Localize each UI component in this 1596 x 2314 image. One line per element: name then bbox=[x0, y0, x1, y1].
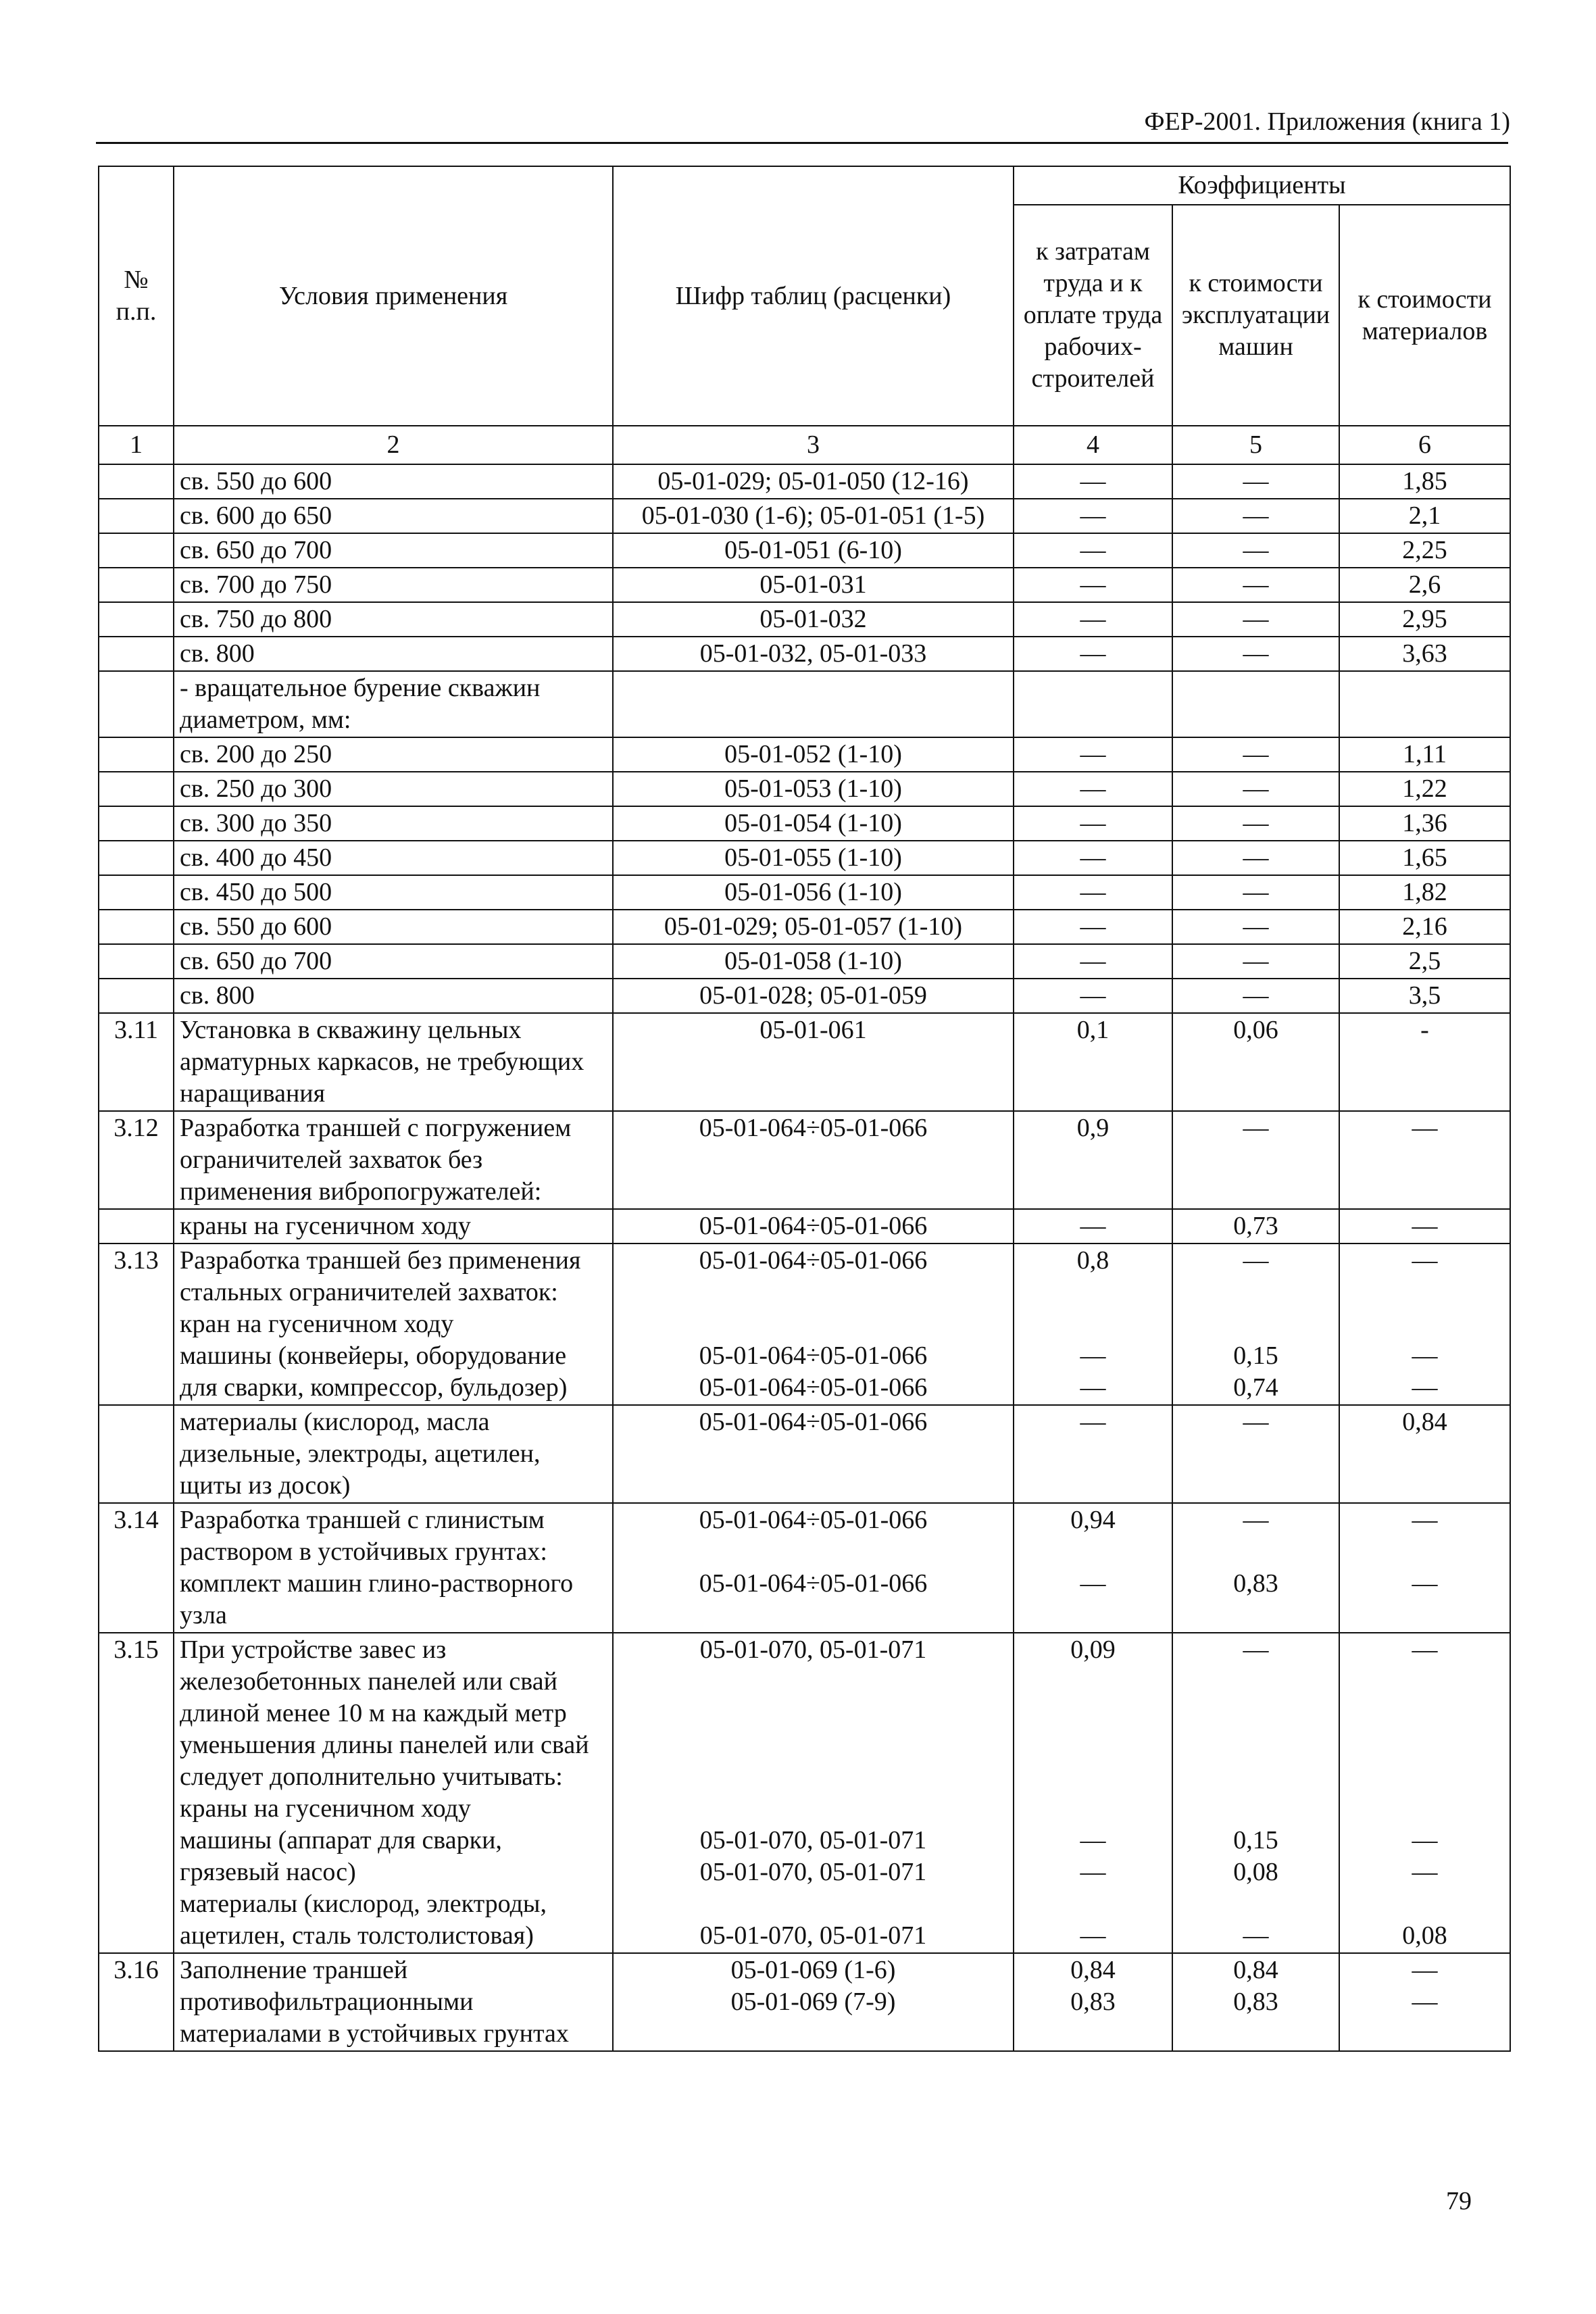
row-materials-coef: 0,84 bbox=[1339, 1405, 1510, 1503]
table-row bbox=[99, 464, 1510, 499]
row-materials-coef: 2,1 bbox=[1339, 499, 1510, 533]
row-machines-coef: — bbox=[1172, 979, 1339, 1013]
row-materials-coef: 3,5 bbox=[1339, 979, 1510, 1013]
row-machines-coef: 0,84 0,83 bbox=[1172, 1953, 1339, 2051]
row-machines-coef: — 0,15 0,74 bbox=[1172, 1244, 1339, 1405]
row-machines-coef: — bbox=[1172, 772, 1339, 806]
row-number bbox=[99, 1209, 174, 1244]
table-row bbox=[99, 1013, 1510, 1111]
row-number bbox=[99, 772, 174, 806]
row-code: 05-01-029; 05-01-057 (1-10) bbox=[613, 910, 1014, 944]
table-row bbox=[99, 1209, 1510, 1244]
row-conditions: Разработка траншей с погружением ограничителей захваток без применения вибропогружателей: bbox=[174, 1111, 613, 1209]
row-labor-coef: 0,09 — — — bbox=[1014, 1633, 1172, 1953]
row-code bbox=[613, 671, 1014, 737]
row-number: 3.16 bbox=[99, 1953, 174, 2051]
row-labor-coef: — bbox=[1014, 464, 1172, 499]
row-labor-coef: — bbox=[1014, 1209, 1172, 1244]
row-conditions: св. 200 до 250 bbox=[174, 737, 613, 772]
row-machines-coef: — bbox=[1172, 499, 1339, 533]
row-conditions: св. 550 до 600 bbox=[174, 464, 613, 499]
table-row bbox=[99, 1244, 1510, 1405]
row-number bbox=[99, 910, 174, 944]
row-conditions: св. 800 bbox=[174, 979, 613, 1013]
row-labor-coef: 0,8 — — bbox=[1014, 1244, 1172, 1405]
row-code: 05-01-064÷05-01-066 bbox=[613, 1405, 1014, 1503]
row-materials-coef: 2,6 bbox=[1339, 568, 1510, 602]
row-machines-coef: — bbox=[1172, 841, 1339, 875]
row-labor-coef: — bbox=[1014, 1405, 1172, 1503]
row-code: 05-01-032 bbox=[613, 602, 1014, 637]
header-conditions: Условия применения bbox=[174, 166, 613, 426]
row-materials-coef: — — bbox=[1339, 1953, 1510, 2051]
page-number: 79 bbox=[1446, 2187, 1472, 2215]
row-number: 3.12 bbox=[99, 1111, 174, 1209]
row-labor-coef: — bbox=[1014, 533, 1172, 568]
row-machines-coef: 0,06 bbox=[1172, 1013, 1339, 1111]
row-code: 05-01-030 (1-6); 05-01-051 (1-5) bbox=[613, 499, 1014, 533]
row-conditions: Установка в скважину цельных арматурных каркасов, не требующих наращивания bbox=[174, 1013, 613, 1111]
table-row bbox=[99, 602, 1510, 637]
row-labor-coef: 0,1 bbox=[1014, 1013, 1172, 1111]
row-number bbox=[99, 979, 174, 1013]
row-materials-coef: 1,85 bbox=[1339, 464, 1510, 499]
row-conditions: Разработка траншей без применения стальных ограничителей захваток: кран на гусеничном ходу машины (конвейеры, оборудование для сварки, компрессор, бульдозер) bbox=[174, 1244, 613, 1405]
row-labor-coef: — bbox=[1014, 979, 1172, 1013]
row-conditions: Разработка траншей с глинистым раствором в устойчивых грунтах: комплект машин глино-растворного узла bbox=[174, 1503, 613, 1633]
table-row bbox=[99, 944, 1510, 979]
column-number: 3 bbox=[613, 426, 1014, 464]
row-labor-coef: — bbox=[1014, 772, 1172, 806]
row-conditions: краны на гусеничном ходу bbox=[174, 1209, 613, 1244]
column-number: 6 bbox=[1339, 426, 1510, 464]
column-number: 2 bbox=[174, 426, 613, 464]
table-row bbox=[99, 533, 1510, 568]
row-code: 05-01-052 (1-10) bbox=[613, 737, 1014, 772]
row-code: 05-01-028; 05-01-059 bbox=[613, 979, 1014, 1013]
row-labor-coef: 0,94 — bbox=[1014, 1503, 1172, 1633]
row-machines-coef: — 0,15 0,08 — bbox=[1172, 1633, 1339, 1953]
row-conditions: св. 550 до 600 bbox=[174, 910, 613, 944]
row-code: 05-01-056 (1-10) bbox=[613, 875, 1014, 910]
row-machines-coef: — 0,83 bbox=[1172, 1503, 1339, 1633]
row-materials-coef: — bbox=[1339, 1209, 1510, 1244]
header-materials: к стоимости материалов bbox=[1339, 205, 1510, 426]
row-machines-coef bbox=[1172, 671, 1339, 737]
row-number bbox=[99, 533, 174, 568]
table-row bbox=[99, 910, 1510, 944]
row-number: 3.15 bbox=[99, 1633, 174, 1953]
row-materials-coef: 1,11 bbox=[1339, 737, 1510, 772]
table-row bbox=[99, 1111, 1510, 1209]
row-labor-coef: — bbox=[1014, 737, 1172, 772]
row-conditions: св. 250 до 300 bbox=[174, 772, 613, 806]
row-conditions: св. 400 до 450 bbox=[174, 841, 613, 875]
row-number bbox=[99, 464, 174, 499]
row-machines-coef: — bbox=[1172, 875, 1339, 910]
row-code: 05-01-051 (6-10) bbox=[613, 533, 1014, 568]
page-header: ФЕР-2001. Приложения (книга 1) bbox=[1144, 107, 1510, 136]
row-code: 05-01-055 (1-10) bbox=[613, 841, 1014, 875]
row-machines-coef: — bbox=[1172, 464, 1339, 499]
row-number: 3.14 bbox=[99, 1503, 174, 1633]
row-labor-coef: 0,9 bbox=[1014, 1111, 1172, 1209]
header-rule bbox=[96, 142, 1508, 144]
row-machines-coef: — bbox=[1172, 910, 1339, 944]
row-materials-coef: — — — 0,08 bbox=[1339, 1633, 1510, 1953]
row-materials-coef: — — bbox=[1339, 1503, 1510, 1633]
row-conditions: св. 700 до 750 bbox=[174, 568, 613, 602]
row-materials-coef: 1,22 bbox=[1339, 772, 1510, 806]
row-number bbox=[99, 737, 174, 772]
row-materials-coef: — — — bbox=[1339, 1244, 1510, 1405]
row-machines-coef: — bbox=[1172, 1405, 1339, 1503]
table-row bbox=[99, 1503, 1510, 1633]
row-materials-coef: 2,25 bbox=[1339, 533, 1510, 568]
row-number: 3.13 bbox=[99, 1244, 174, 1405]
row-labor-coef: — bbox=[1014, 568, 1172, 602]
row-code: 05-01-064÷05-01-066 bbox=[613, 1209, 1014, 1244]
row-number bbox=[99, 499, 174, 533]
row-labor-coef: — bbox=[1014, 806, 1172, 841]
header-number: № п.п. bbox=[99, 166, 174, 426]
table-row bbox=[99, 979, 1510, 1013]
row-code: 05-01-064÷05-01-066 05-01-064÷05-01-066 05-01-064÷05-01-066 bbox=[613, 1244, 1014, 1405]
row-conditions: - вращательное бурение скважин диаметром, мм: bbox=[174, 671, 613, 737]
row-labor-coef: — bbox=[1014, 875, 1172, 910]
row-machines-coef: — bbox=[1172, 944, 1339, 979]
row-code: 05-01-054 (1-10) bbox=[613, 806, 1014, 841]
row-machines-coef: — bbox=[1172, 737, 1339, 772]
row-machines-coef: — bbox=[1172, 637, 1339, 671]
row-conditions: св. 450 до 500 bbox=[174, 875, 613, 910]
row-code: 05-01-064÷05-01-066 bbox=[613, 1111, 1014, 1209]
row-materials-coef: 2,95 bbox=[1339, 602, 1510, 637]
row-labor-coef: — bbox=[1014, 841, 1172, 875]
header-machines: к стоимости эксплуатации машин bbox=[1172, 205, 1339, 426]
row-labor-coef: — bbox=[1014, 637, 1172, 671]
row-number bbox=[99, 637, 174, 671]
row-number bbox=[99, 944, 174, 979]
table-row bbox=[99, 568, 1510, 602]
row-materials-coef: 3,63 bbox=[1339, 637, 1510, 671]
table-row bbox=[99, 737, 1510, 772]
row-conditions: При устройстве завес из железобетонных панелей или свай длиной менее 10 м на каждый метр уменьшения длины панелей или свай следует дополнительно учитывать: краны на гусеничном ходу машины (аппарат для сварки, грязевый насос) материалы (кислород, электроды, ацетилен, сталь толстолистовая) bbox=[174, 1633, 613, 1953]
column-number: 5 bbox=[1172, 426, 1339, 464]
row-number bbox=[99, 602, 174, 637]
row-number bbox=[99, 568, 174, 602]
row-labor-coef bbox=[1014, 671, 1172, 737]
row-code: 05-01-070, 05-01-071 05-01-070, 05-01-071 05-01-070, 05-01-071 05-01-070, 05-01-071 bbox=[613, 1633, 1014, 1953]
table-row bbox=[99, 841, 1510, 875]
table-row bbox=[99, 499, 1510, 533]
row-materials-coef: 1,65 bbox=[1339, 841, 1510, 875]
row-number bbox=[99, 806, 174, 841]
row-code: 05-01-061 bbox=[613, 1013, 1014, 1111]
row-materials-coef: 1,82 bbox=[1339, 875, 1510, 910]
row-number bbox=[99, 671, 174, 737]
row-machines-coef: — bbox=[1172, 568, 1339, 602]
row-code: 05-01-032, 05-01-033 bbox=[613, 637, 1014, 671]
row-conditions: св. 600 до 650 bbox=[174, 499, 613, 533]
row-labor-coef: — bbox=[1014, 602, 1172, 637]
row-number bbox=[99, 841, 174, 875]
row-code: 05-01-031 bbox=[613, 568, 1014, 602]
row-materials-coef: 2,5 bbox=[1339, 944, 1510, 979]
row-conditions: материалы (кислород, масла дизельные, электроды, ацетилен, щиты из досок) bbox=[174, 1405, 613, 1503]
row-materials-coef: 2,16 bbox=[1339, 910, 1510, 944]
row-conditions: св. 300 до 350 bbox=[174, 806, 613, 841]
header-code: Шифр таблиц (расценки) bbox=[613, 166, 1014, 426]
row-labor-coef: 0,84 0,83 bbox=[1014, 1953, 1172, 2051]
row-materials-coef: - bbox=[1339, 1013, 1510, 1111]
row-number bbox=[99, 1405, 174, 1503]
row-machines-coef: 0,73 bbox=[1172, 1209, 1339, 1244]
column-number: 4 bbox=[1014, 426, 1172, 464]
header-labor: к затратам труда и к оплате труда рабочих-строителей bbox=[1014, 205, 1172, 426]
table-row bbox=[99, 772, 1510, 806]
row-conditions: Заполнение траншей противофильтрационными материалами в устойчивых грунтах bbox=[174, 1953, 613, 2051]
row-labor-coef: — bbox=[1014, 944, 1172, 979]
row-materials-coef: 1,36 bbox=[1339, 806, 1510, 841]
row-materials-coef: — bbox=[1339, 1111, 1510, 1209]
row-conditions: св. 750 до 800 bbox=[174, 602, 613, 637]
row-conditions: св. 650 до 700 bbox=[174, 944, 613, 979]
row-conditions: св. 650 до 700 bbox=[174, 533, 613, 568]
row-labor-coef: — bbox=[1014, 499, 1172, 533]
row-code: 05-01-064÷05-01-066 05-01-064÷05-01-066 bbox=[613, 1503, 1014, 1633]
row-code: 05-01-053 (1-10) bbox=[613, 772, 1014, 806]
header-coefficients: Коэффициенты bbox=[1014, 166, 1510, 205]
table-row bbox=[99, 1405, 1510, 1503]
row-code: 05-01-029; 05-01-050 (12-16) bbox=[613, 464, 1014, 499]
table-row bbox=[99, 1633, 1510, 1953]
table-row bbox=[99, 671, 1510, 737]
row-labor-coef: — bbox=[1014, 910, 1172, 944]
row-number: 3.11 bbox=[99, 1013, 174, 1111]
table-row bbox=[99, 637, 1510, 671]
column-number: 1 bbox=[99, 426, 174, 464]
row-code: 05-01-069 (1-6) 05-01-069 (7-9) bbox=[613, 1953, 1014, 2051]
table-row bbox=[99, 1953, 1510, 2051]
row-materials-coef bbox=[1339, 671, 1510, 737]
row-machines-coef: — bbox=[1172, 806, 1339, 841]
row-code: 05-01-058 (1-10) bbox=[613, 944, 1014, 979]
coefficients-table bbox=[98, 166, 1511, 2052]
row-conditions: св. 800 bbox=[174, 637, 613, 671]
row-machines-coef: — bbox=[1172, 602, 1339, 637]
table-row bbox=[99, 875, 1510, 910]
row-machines-coef: — bbox=[1172, 533, 1339, 568]
row-machines-coef: — bbox=[1172, 1111, 1339, 1209]
row-number bbox=[99, 875, 174, 910]
table-row bbox=[99, 806, 1510, 841]
